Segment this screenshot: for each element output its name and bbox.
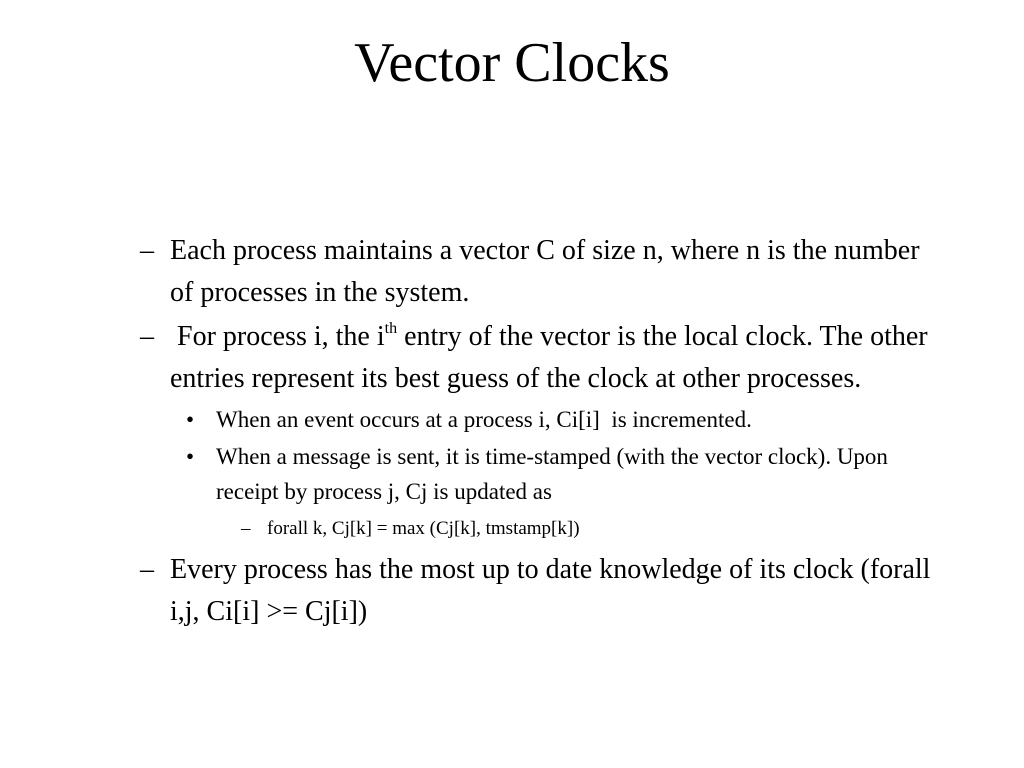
sub-bullet-item <box>136 402 936 437</box>
bullet-text-after: entry of the vector is the local clock. The other entries represent its best guess of the clock at other processes. <box>170 321 928 394</box>
slide-title: Vector Clocks <box>354 32 670 94</box>
bullet-item <box>136 230 936 314</box>
bullet-superscript: th <box>384 320 398 337</box>
sub-bullet-text: When a message is sent, it is time-stamped (with the vector clock). Upon receipt by process j, Cj is updated as <box>216 444 888 504</box>
bullet-item <box>136 549 936 633</box>
sub-sub-bullet-item <box>136 515 936 543</box>
bullet-text: Each process maintains a vector C of size n, where n is the number of processes in the system. <box>170 235 920 308</box>
dash-marker: – <box>140 321 154 352</box>
dash-marker: – <box>241 518 251 539</box>
bullet-marker: • <box>186 407 195 432</box>
bullet-marker: • <box>186 444 195 469</box>
bullet-item <box>136 316 936 400</box>
sub-bullet-item <box>136 439 936 509</box>
bullet-text: Every process has the most up to date knowledge of its clock (forall i,j, Ci[i] >= Cj[i]) <box>170 554 931 627</box>
bullet-text-before: For process i, the i <box>170 321 385 352</box>
slide-body <box>136 230 936 633</box>
dash-marker: – <box>140 554 154 585</box>
sub-bullet-text: When an event occurs at a process i, Ci[i] is incremented. <box>216 407 752 432</box>
dash-marker: – <box>140 235 154 266</box>
sub-sub-bullet-text: forall k, Cj[k] = max (Cj[k], tmstamp[k]) <box>267 518 580 539</box>
